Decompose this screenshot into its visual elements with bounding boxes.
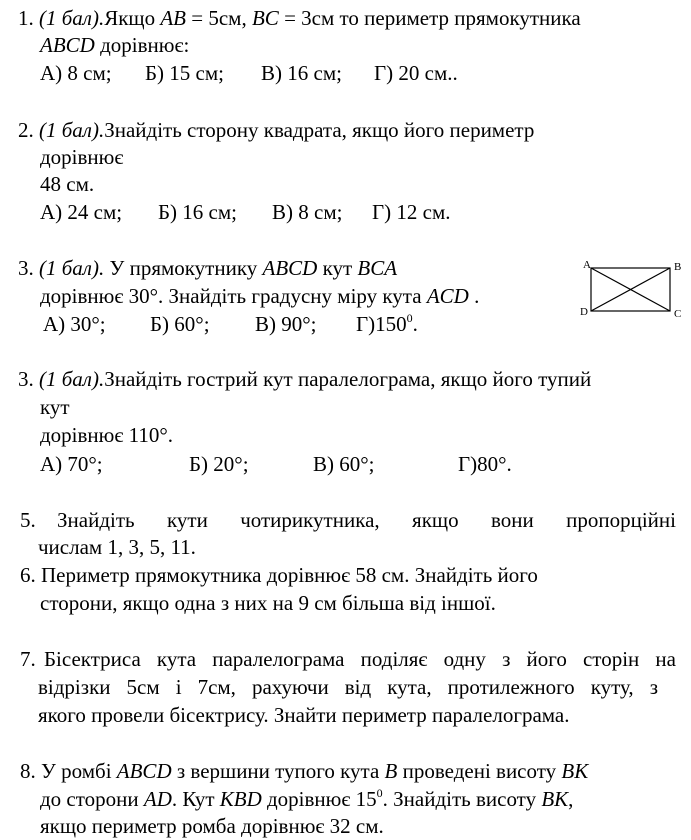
vertex-label-a: A — [583, 259, 591, 271]
q2-line-2: дорівнює — [40, 145, 124, 169]
q8-line-3: якщо периметр ромба дорівнює 32 см. — [40, 814, 384, 838]
q3-points: (1 бал). — [39, 256, 105, 280]
q2-option-a: А) 24 см; — [40, 200, 123, 224]
q8-line-2: до сторони AD. Кут KBD дорівнює $15^0$. Знайдіть висоту BK, — [40, 786, 574, 811]
q7-number: 7. — [20, 647, 36, 671]
q4-number: 3. — [18, 367, 34, 391]
q1-option-d: Г) 20 см.. — [374, 61, 458, 85]
q2-number: 2. — [18, 118, 34, 142]
vertex-label-d: D — [580, 306, 588, 318]
q6-line-2: сторони, якщо одна з них на 9 см більша від іншої. — [40, 591, 496, 615]
q4-option-d: Г)80°. — [458, 452, 512, 476]
q4-option-c: В) 60°; — [313, 452, 375, 476]
q3-option-b: Б) 60°; — [150, 312, 210, 336]
q3-number: 3. — [18, 256, 34, 280]
q3-option-a: А) 30°; — [43, 312, 106, 336]
q1-option-c: В) 16 см; — [261, 61, 342, 85]
rectangle-figure — [580, 258, 686, 320]
vertex-label-c: C — [674, 308, 682, 320]
q2-points: (1 бал). — [39, 118, 105, 142]
q2-line-3: 48 см. — [40, 172, 95, 196]
q1-option-a: А) 8 см; — [40, 61, 112, 85]
vertex-label-b: B — [674, 261, 682, 273]
q8-line-1: 8. У ромбі ABCD з вершини тупого кута B проведені висоту BK — [20, 759, 589, 783]
q3-line-1: 3. (1 бал). У прямокутнику ABCD кут BCA — [18, 256, 398, 280]
q8-number: 8. — [20, 759, 36, 783]
q3-line-2: дорівнює 30°. Знайдіть градусну міру кута ACD . — [40, 284, 480, 308]
q3-option-d: $Г)150^0$. — [356, 311, 418, 336]
q3-option-c: В) 90°; — [255, 312, 317, 336]
q2-option-b: Б) 16 см; — [158, 200, 237, 224]
q6-line-1: 6. Периметр прямокутника дорівнює 58 см. Знайдіть його — [20, 563, 538, 587]
q4-option-a: А) 70°; — [40, 452, 103, 476]
q2-line-1: 2. (1 бал).Знайдіть сторону квадрата, якщо його периметр — [18, 118, 535, 142]
q1-line-1: 1. (1 бал).Якщо AB = 5см, BC = 3см то периметр прямокутника — [18, 6, 581, 30]
q1-line-2: ABCD дорівнює: — [40, 33, 190, 57]
q6-number: 6. — [20, 563, 36, 587]
q5-line-2: числам 1, 3, 5, 11. — [38, 535, 196, 559]
q4-line-1: 3. (1 бал).Знайдіть гострий кут паралелограма, якщо його тупий — [18, 367, 592, 391]
q2-option-c: В) 8 см; — [272, 200, 343, 224]
q5-line-1: Знайдіть кути чотирикутника, якщо вони пропорційні — [57, 508, 676, 532]
q4-option-b: Б) 20°; — [189, 452, 249, 476]
q1-number: 1. — [18, 6, 34, 30]
q7-line-1: Бісектриса кута паралелограма поділяє одну з його сторін на — [44, 647, 676, 671]
q4-points: (1 бал). — [39, 367, 105, 391]
q5-number: 5. — [20, 508, 36, 532]
q2-option-d: Г) 12 см. — [372, 200, 451, 224]
q7-line-3: якого провели бісектрису. Знайти периметр паралелограма. — [38, 703, 570, 727]
q1-points: (1 бал). — [39, 6, 105, 30]
q4-line-2: кут — [40, 395, 70, 419]
q4-line-3: дорівнює 110°. — [40, 423, 173, 447]
q7-line-2: відрізки 5см і 7см, рахуючи від кута, протилежного куту, з — [38, 675, 658, 699]
q1-option-b: Б) 15 см; — [145, 61, 224, 85]
rectangle-diagram — [580, 258, 686, 320]
